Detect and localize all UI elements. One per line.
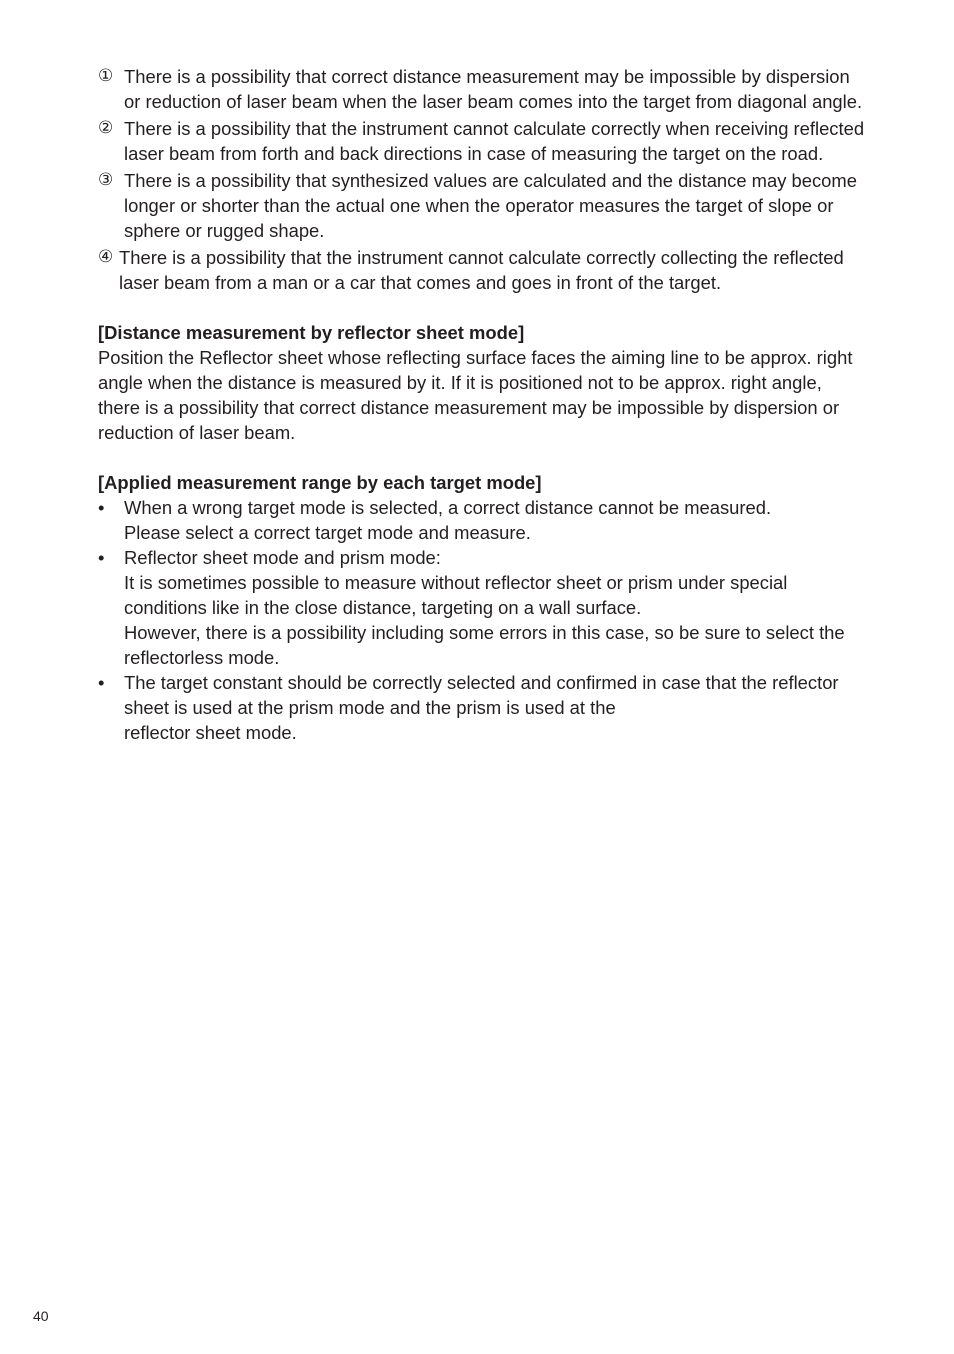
- bullet-item-1: [98, 495, 868, 545]
- reflector-sheet-section: [98, 320, 868, 445]
- bullet-line: It is sometimes possible to measure without reflector sheet or prism under special conditions like in the close distance, targeting on a wall surface.: [124, 572, 788, 618]
- numbered-item-text: There is a possibility that synthesized values are calculated and the distance may become longer or shorter than the actual one when the operator measures the target of slope or sphere or rugged shape.: [124, 170, 857, 241]
- measurement-range-bullets: [98, 495, 868, 745]
- bullet-icon: •: [98, 672, 105, 693]
- bullet-line: When a wrong target mode is selected, a correct distance cannot be measured.: [124, 497, 772, 518]
- numbered-item-text: There is a possibility that correct distance measurement may be impossible by dispersion or reduction of laser beam when the laser beam comes into the target from diagonal angle.: [124, 66, 863, 112]
- bullet-line: Please select a correct target mode and measure.: [124, 522, 531, 543]
- bullet-icon: •: [98, 547, 105, 568]
- numbered-caution-list: [98, 64, 868, 295]
- bullet-text: [124, 545, 868, 670]
- page-content: [98, 64, 868, 745]
- bullet-item-2: [98, 545, 868, 670]
- bullet-line: However, there is a possibility including some errors in this case, so be sure to select the reflectorless mode.: [124, 622, 845, 668]
- bullet-text: [124, 670, 868, 745]
- circled-number-2: ②: [98, 118, 114, 138]
- numbered-item-text: There is a possibility that the instrument cannot calculate correctly collecting the reflected laser beam from a man or a car that comes and goes in front of the target.: [119, 247, 844, 293]
- circled-number-3: ③: [98, 170, 114, 190]
- bullet-icon: •: [98, 497, 105, 518]
- numbered-item-4: [98, 245, 868, 295]
- circled-number-1: ①: [98, 66, 114, 86]
- numbered-item-text: There is a possibility that the instrument cannot calculate correctly when receiving reflected laser beam from forth and back directions in case of measuring the target on the road.: [124, 118, 865, 164]
- page-number: 40: [33, 1308, 49, 1324]
- numbered-item-1: [98, 64, 868, 114]
- measurement-range-section: [98, 470, 868, 745]
- numbered-item-3: [98, 168, 868, 243]
- bullet-item-3: [98, 670, 868, 745]
- section-body-reflector-sheet: Position the Reflector sheet whose reflecting surface faces the aiming line to be approx. right angle when the distance is measured by it. If it is positioned not to be approx. right angle, there is a possibility that correct distance measurement may be impossible by dispersion or reduction of laser beam.: [98, 347, 853, 443]
- bullet-line: The target constant should be correctly selected and confirmed in case that the reflector sheet is used at the prism mode and the prism is used at the: [124, 672, 839, 718]
- numbered-item-2: [98, 116, 868, 166]
- section-heading-reflector-sheet: [Distance measurement by reflector sheet mode]: [98, 322, 525, 343]
- circled-number-4: ④: [98, 247, 114, 267]
- section-heading-measurement-range: [Applied measurement range by each target mode]: [98, 472, 542, 493]
- bullet-line: Reflector sheet mode and prism mode:: [124, 547, 441, 568]
- bullet-line: reflector sheet mode.: [124, 722, 297, 743]
- bullet-text: [124, 495, 868, 545]
